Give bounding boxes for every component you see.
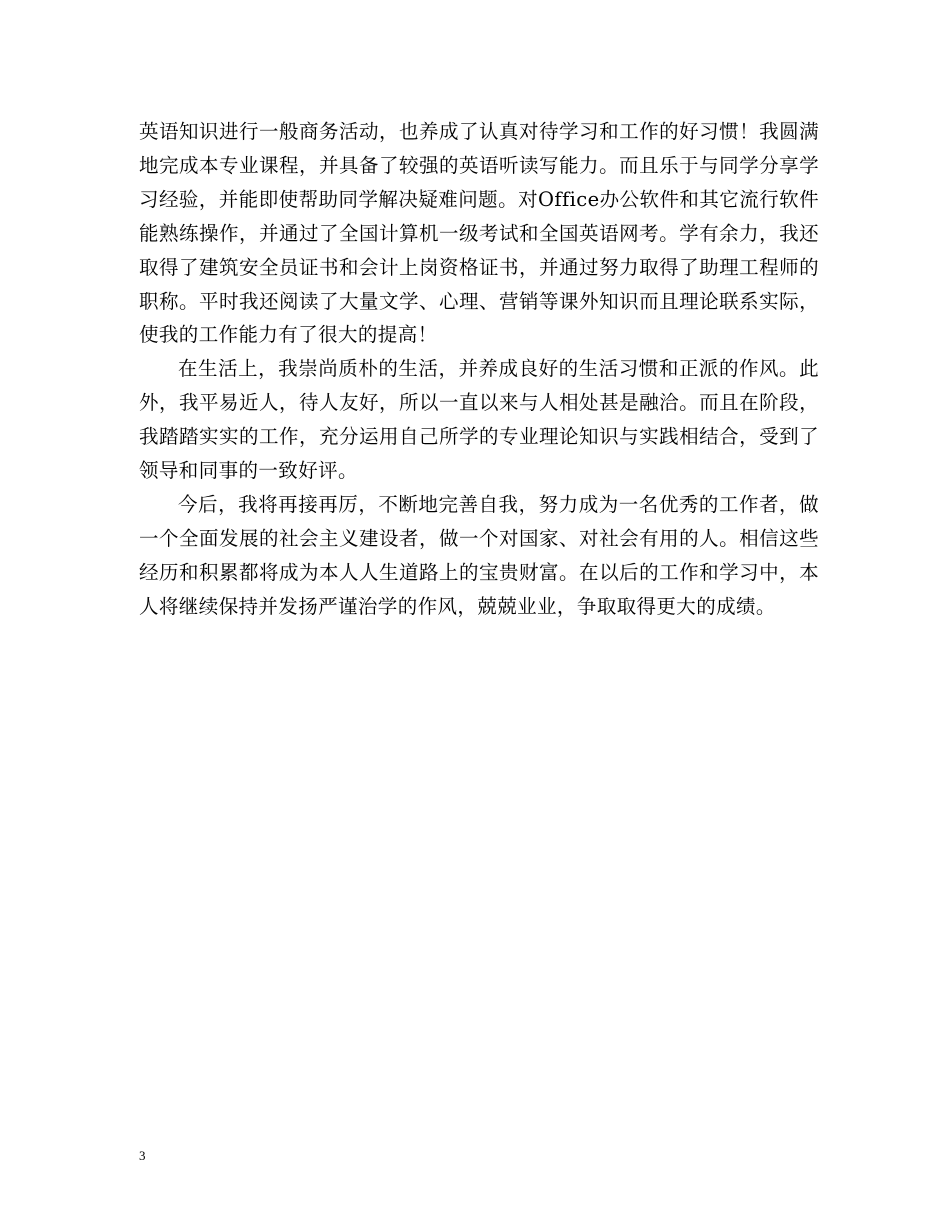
paragraph-life: 在生活上，我崇尚质朴的生活，并养成良好的生活习惯和正派的作风。此外，我平易近人，待人友好，所以一直以来与人相处甚是融洽。而且在阶段，我踏踏实实的工作，充分运用自己所学的专业理论知识与实践相结合，受到了领导和同事的一致好评。 xyxy=(139,357,819,483)
paragraph-continuation: 英语知识进行一般商务活动，也养成了认真对待学习和工作的好习惯！我圆满地完成本专业课程，并具备了较强的英语听读写能力。而且乐于与同学分享学习经验，并能即使帮助同学解决疑难问题。对Office办公软件和其它流行软件能熟练操作，并通过了全国计算机一级考试和全国英语网考。学有余力，我还取得了建筑安全员证书和会计上岗资格证书，并通过努力取得了助理工程师的职称。平时我还阅读了大量文学、心理、营销等课外知识而且理论联系实际，使我的工作能力有了很大的提高！ xyxy=(139,120,819,347)
document-body xyxy=(139,115,819,624)
page-number: 3 xyxy=(139,1148,146,1163)
paragraph-future: 今后，我将再接再厉，不断地完善自我，努力成为一名优秀的工作者，做一个全面发展的社会主义建设者，做一个对国家、对社会有用的人。相信这些经历和积累都将成为本人人生道路上的宝贵财富。在以后的工作和学习中，本人将继续保持并发扬严谨治学的作风，兢兢业业，争取取得更大的成绩。 xyxy=(139,492,819,618)
